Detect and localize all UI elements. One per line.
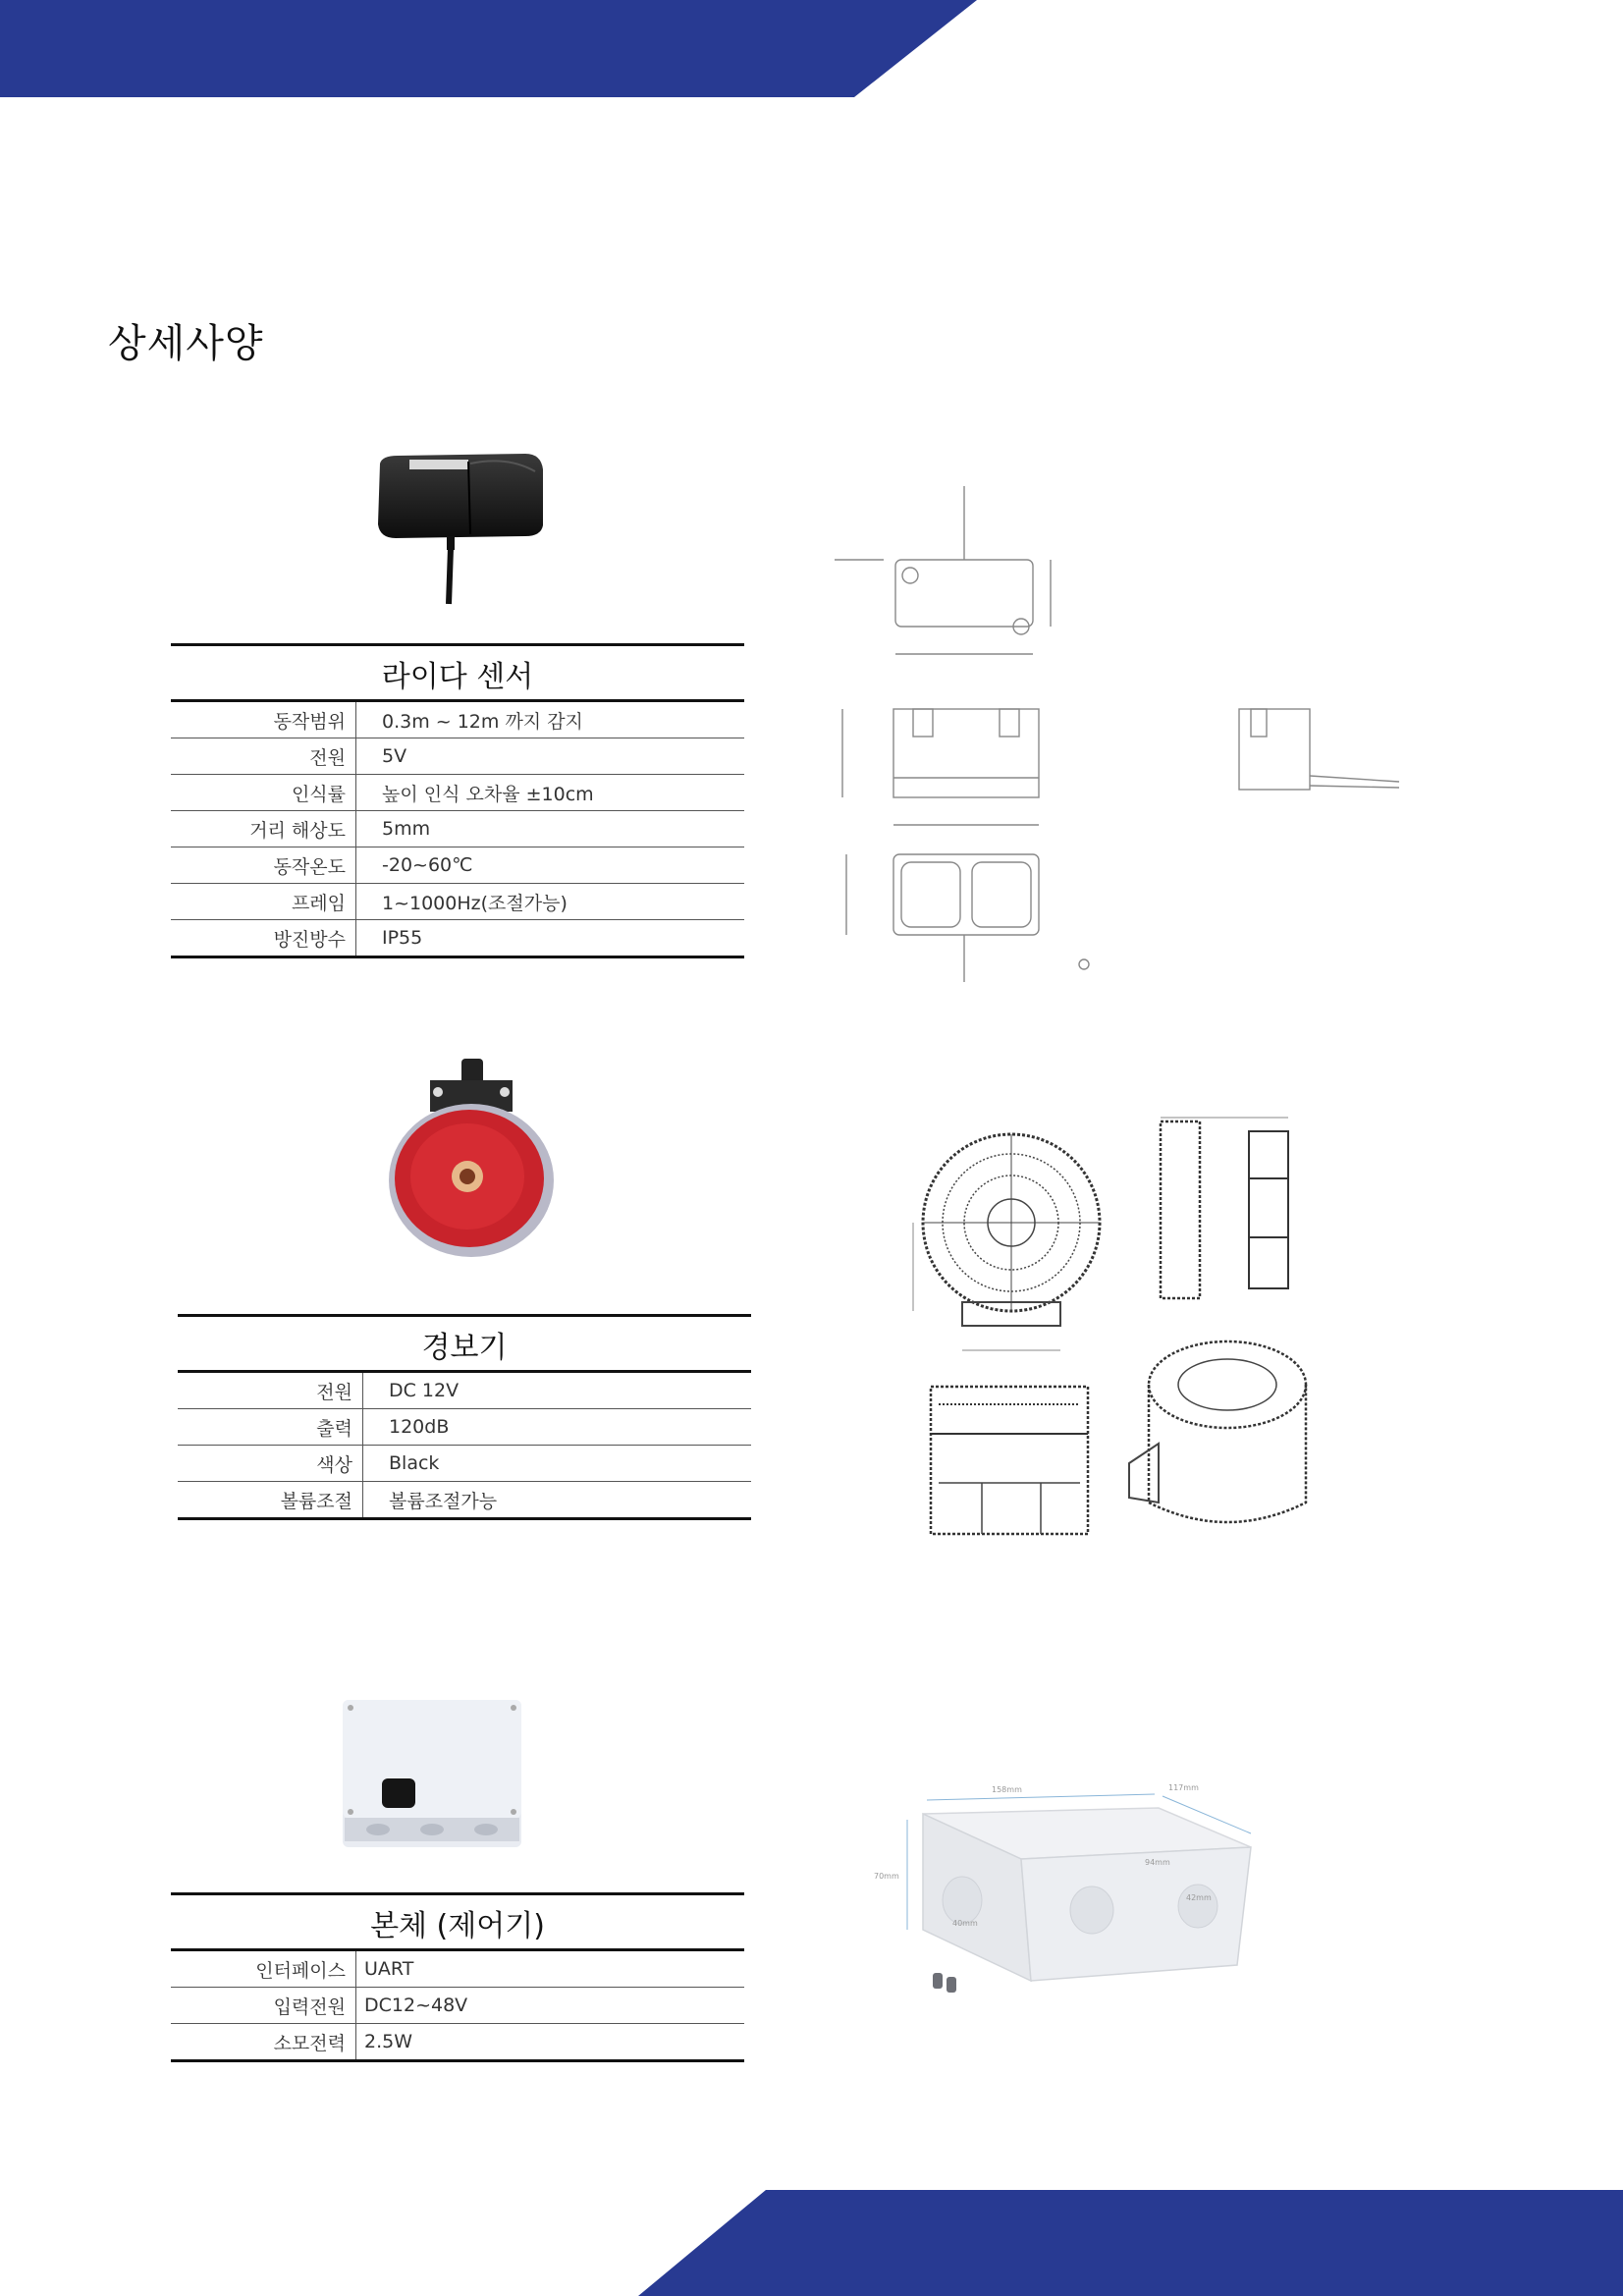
alarm-siren-photo	[383, 1053, 560, 1259]
spec-label: 프레임	[171, 884, 356, 920]
alarm-technical-drawing	[884, 1110, 1335, 1561]
table-row	[178, 1373, 751, 1409]
spec-value: Black	[363, 1446, 752, 1482]
page-title: 상세사양	[108, 321, 264, 366]
bottom-banner	[0, 2190, 1623, 2296]
dimension-label: 117mm	[1168, 1783, 1199, 1792]
dimension-label: 94mm	[1145, 1858, 1170, 1867]
spec-value: 높이 인식 오차율 ±10cm	[356, 775, 745, 811]
controller-dimension-drawing	[864, 1773, 1257, 2008]
spec-label: 소모전력	[171, 2024, 356, 2061]
spec-value: UART	[356, 1951, 745, 1988]
lidar-technical-drawing	[815, 481, 1404, 992]
table-row	[171, 811, 744, 847]
spec-label: 인식률	[171, 775, 356, 811]
spec-label: 동작범위	[171, 702, 356, 738]
spec-value: 볼륨조절가능	[363, 1482, 752, 1519]
table-row	[171, 702, 744, 738]
spec-label: 거리 해상도	[171, 811, 356, 847]
table-row	[171, 1951, 744, 1988]
alarm-spec-table	[178, 1314, 751, 1520]
dimension-label: 40mm	[952, 1919, 978, 1928]
spec-label: 입력전원	[171, 1988, 356, 2024]
lidar-sensor-photo	[368, 442, 555, 609]
table-row	[171, 1988, 744, 2024]
dimension-label: 70mm	[874, 1872, 899, 1881]
spec-value: 5mm	[356, 811, 745, 847]
spec-value: 2.5W	[356, 2024, 745, 2061]
table-row	[171, 2024, 744, 2061]
spec-label: 동작온도	[171, 847, 356, 884]
spec-value: DC 12V	[363, 1373, 752, 1409]
table-row	[171, 738, 744, 775]
controller-spec-title: 본체 (제어기)	[171, 1892, 744, 1951]
table-row	[171, 775, 744, 811]
controller-box-photo	[339, 1694, 525, 1851]
spec-label: 색상	[178, 1446, 363, 1482]
spec-value: 120dB	[363, 1409, 752, 1446]
spec-value: DC12~48V	[356, 1988, 745, 2024]
spec-label: 인터페이스	[171, 1951, 356, 1988]
spec-value: 1~1000Hz(조절가능)	[356, 884, 745, 920]
spec-label: 출력	[178, 1409, 363, 1446]
lidar-spec-table	[171, 643, 744, 958]
lidar-spec-title: 라이다 센서	[171, 643, 744, 702]
dimension-label: 42mm	[1186, 1893, 1212, 1902]
spec-value: -20~60℃	[356, 847, 745, 884]
spec-label: 전원	[171, 738, 356, 775]
spec-value: 0.3m ~ 12m 까지 감지	[356, 702, 745, 738]
spec-label: 방진방수	[171, 920, 356, 957]
spec-value: 5V	[356, 738, 745, 775]
table-row	[171, 847, 744, 884]
table-row	[171, 920, 744, 957]
table-row	[171, 884, 744, 920]
top-banner	[0, 0, 1623, 98]
spec-label: 전원	[178, 1373, 363, 1409]
table-row	[178, 1409, 751, 1446]
alarm-spec-title: 경보기	[178, 1314, 751, 1373]
spec-label: 볼륨조절	[178, 1482, 363, 1519]
controller-spec-table	[171, 1892, 744, 2062]
table-row	[178, 1446, 751, 1482]
table-row	[178, 1482, 751, 1519]
dimension-label: 158mm	[992, 1785, 1022, 1794]
spec-value: IP55	[356, 920, 745, 957]
